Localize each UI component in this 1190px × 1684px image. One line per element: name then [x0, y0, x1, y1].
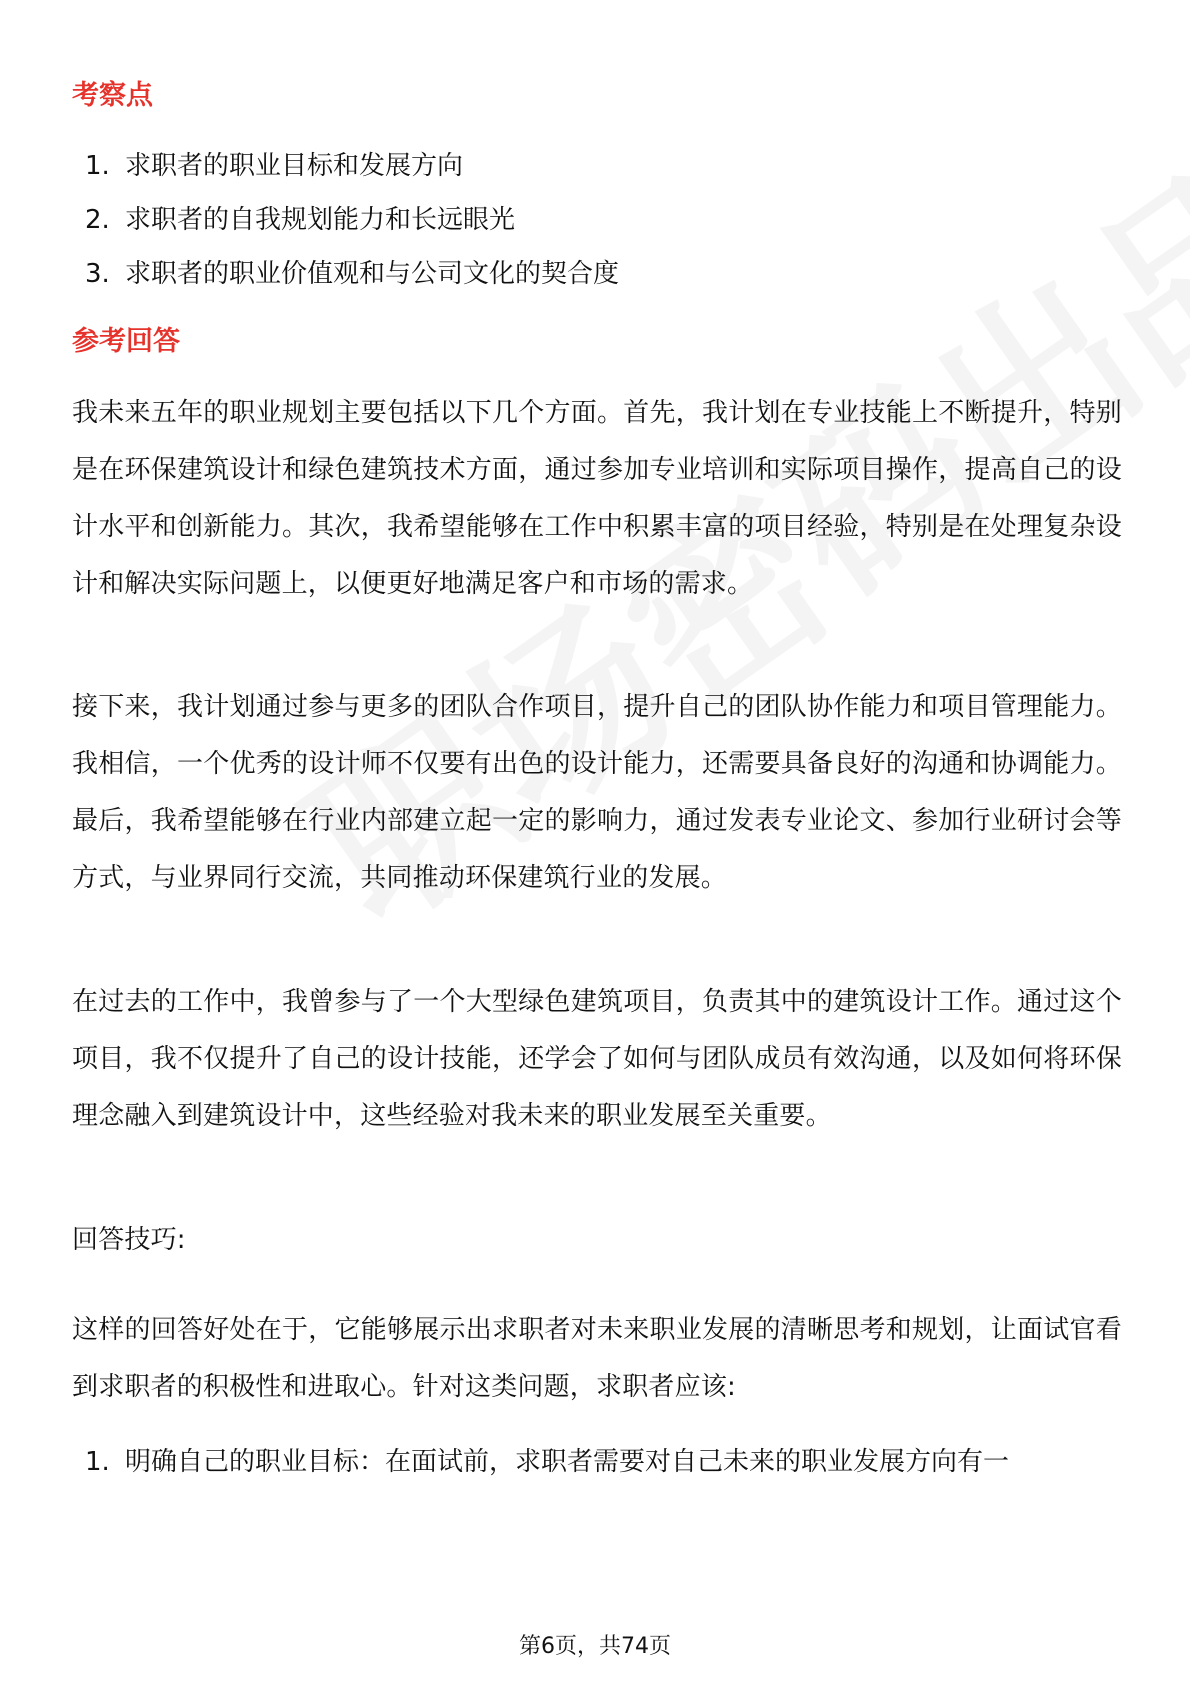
tips-label: 回答技巧: — [72, 1225, 186, 1255]
answer-paragraph-2: 接下来，我计划通过参与更多的团队合作项目，提升自己的团队协作能力和项目管理能力。我相信，一个优秀的设计师不仅要有出色的设计能力，还需要具备良好的沟通和协调能力。最后，我希望能够在行业内部建立起一定的影响力，通过发表专业论文、参加行业研讨会等方式，与业界同行交流，共同推动环保建筑行业的发展。 — [72, 692, 1122, 893]
list-item-number: 1. — [85, 151, 110, 181]
list-item-number: 2. — [85, 205, 110, 235]
section-heading-exam-points: 考察点 — [72, 80, 153, 111]
list-item-number: 1. — [85, 1447, 110, 1477]
list-item-number: 3. — [85, 259, 110, 289]
list-item-text: 明确自己的职业目标：在面试前，求职者需要对自己未来的职业发展方向有一 — [125, 1447, 1010, 1477]
section-heading-reference-answer: 参考回答 — [72, 326, 180, 357]
page-footer: 第6页，共74页 — [519, 1634, 671, 1659]
tips-intro: 这样的回答好处在于，它能够展示出求职者对未来职业发展的清晰思考和规划，让面试官看到求职者的积极性和进取心。针对这类问题，求职者应该: — [72, 1315, 1122, 1402]
list-item-text: 求职者的自我规划能力和长远眼光 — [125, 205, 516, 235]
list-item-text: 求职者的职业目标和发展方向 — [125, 151, 464, 181]
answer-paragraph-3: 在过去的工作中，我曾参与了一个大型绿色建筑项目，负责其中的建筑设计工作。通过这个项目，我不仅提升了自己的设计技能，还学会了如何与团队成员有效沟通，以及如何将环保理念融入到建筑设计中，这些经验对我未来的职业发展至关重要。 — [72, 987, 1122, 1131]
list-item-text: 求职者的职业价值观和与公司文化的契合度 — [125, 259, 620, 289]
answer-paragraph-1: 我未来五年的职业规划主要包括以下几个方面。首先，我计划在专业技能上不断提升，特别是在环保建筑设计和绿色建筑技术方面，通过参加专业培训和实际项目操作，提高自己的设计水平和创新能力。其次，我希望能够在工作中积累丰富的项目经验，特别是在处理复杂设计和解决实际问题上，以便更好地满足客户和市场的需求。 — [72, 398, 1122, 599]
